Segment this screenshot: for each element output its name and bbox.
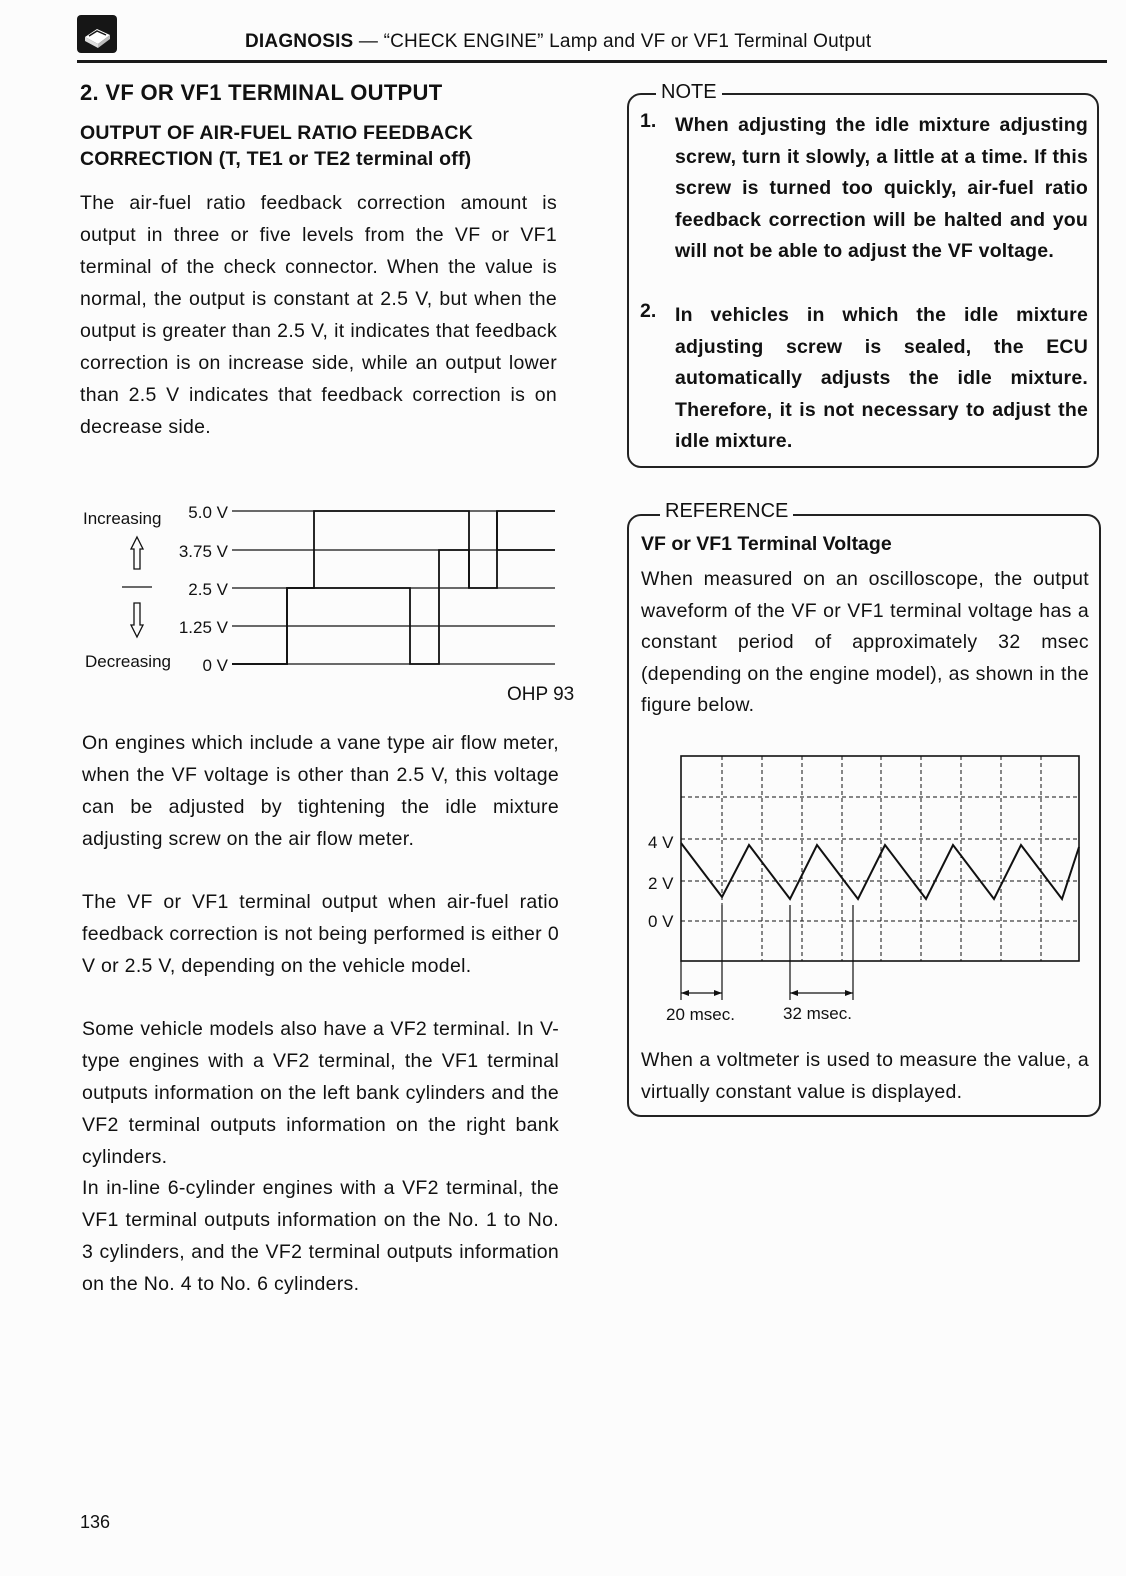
scope-label-2v: 2 V	[648, 874, 674, 893]
header-title-bold: DIAGNOSIS	[245, 31, 354, 52]
subheading: OUTPUT OF AIR-FUEL RATIO FEEDBACK CORRECTION (T, TE1 or TE2 terminal off)	[80, 122, 473, 170]
header-title-rest: — “CHECK ENGINE” Lamp and VF or VF1 Terminal Output	[353, 31, 872, 52]
reference-label: REFERENCE	[660, 500, 793, 523]
reference-footer: When a voltmeter is used to measure the value, a virtually constant value is displayed.	[641, 1049, 1089, 1103]
level-label-125v: 1.25 V	[178, 618, 228, 637]
increase-arrow-icon	[131, 537, 143, 569]
manual-book-icon	[77, 15, 117, 53]
header-divider	[77, 60, 1107, 63]
level-label-5v: 5.0 V	[188, 503, 228, 522]
note-item-text: In vehicles in which the idle mixture adjusting screw is sealed, the ECU automatically adjusts the idle mixture. Therefore, it is not necessary to adjust the idle mixture.	[675, 304, 1088, 453]
note-label: NOTE	[656, 81, 722, 104]
sawtooth-waveform	[681, 843, 1079, 899]
page-number: 136	[80, 1512, 111, 1532]
dimension-32msec: 32 msec.	[783, 1004, 852, 1023]
paragraph-feedback-output: The air-fuel ratio feedback correction amount is output in three or five levels from the VF or VF1 terminal of the check connector. When the value is normal, the output is constant at 2.5 V, but when the output is greater than 2.5 V, it indicates that feedback correction is on increase side, while an output lower than 2.5 V indicates that feedback correction is on decrease side.	[80, 192, 557, 438]
paragraph-no-feedback: The VF or VF1 terminal output when air-fuel ratio feedback correction is not being performed is either 0 V or 2.5 V, depending on the vehicle model.	[82, 891, 559, 977]
diagram-caption: OHP 93	[507, 684, 575, 705]
note-item-number: 1.	[640, 110, 657, 132]
note-item-text: When adjusting the idle mixture adjusting screw, turn it slowly, a little at a time. If this screw is turned too quickly, air-fuel ratio feedback correction will be halted and you will not be able to adjust the VF voltage.	[675, 114, 1088, 263]
paragraph-vf2-vtype: Some vehicle models also have a VF2 terminal. In V-type engines with a VF2 terminal, the VF1 terminal outputs information on the left bank cylinders and the VF2 terminal outputs information on the right bank cylinders.	[82, 1018, 559, 1168]
scope-label-0v: 0 V	[648, 912, 674, 931]
note-item-number: 2.	[640, 300, 657, 322]
level-label-0v: 0 V	[202, 656, 228, 675]
level-diagram	[80, 495, 570, 685]
scope-label-4v: 4 V	[648, 833, 674, 852]
level-label-25v: 2.5 V	[188, 580, 228, 599]
oscilloscope-figure	[640, 745, 1090, 1040]
section-title: 2. VF OR VF1 TERMINAL OUTPUT	[80, 80, 443, 105]
page-header	[245, 31, 871, 53]
level-label-375v: 3.75 V	[178, 542, 228, 561]
decrease-arrow-icon	[131, 603, 143, 637]
increasing-label: Increasing	[83, 509, 162, 528]
reference-body: When measured on an oscilloscope, the output waveform of the VF or VF1 terminal voltage has a constant period of approximately 32 msec (depending on the engine model), as shown in the figure below.	[641, 568, 1089, 717]
paragraph-vane-type: On engines which include a vane type air flow meter, when the VF voltage is other than 2.5 V, this voltage can be adjusted by tightening the idle mixture adjusting screw on the air flow meter.	[82, 732, 559, 850]
reference-title: VF or VF1 Terminal Voltage	[641, 533, 892, 555]
decreasing-label: Decreasing	[85, 652, 171, 671]
dimension-20msec: 20 msec.	[666, 1005, 735, 1024]
paragraph-vf2-inline: In in-line 6-cylinder engines with a VF2 terminal, the VF1 terminal outputs information on the No. 1 to No. 3 cylinders, and the VF2 terminal outputs information on the No. 4 to No. 6 cylinders.	[82, 1177, 559, 1295]
